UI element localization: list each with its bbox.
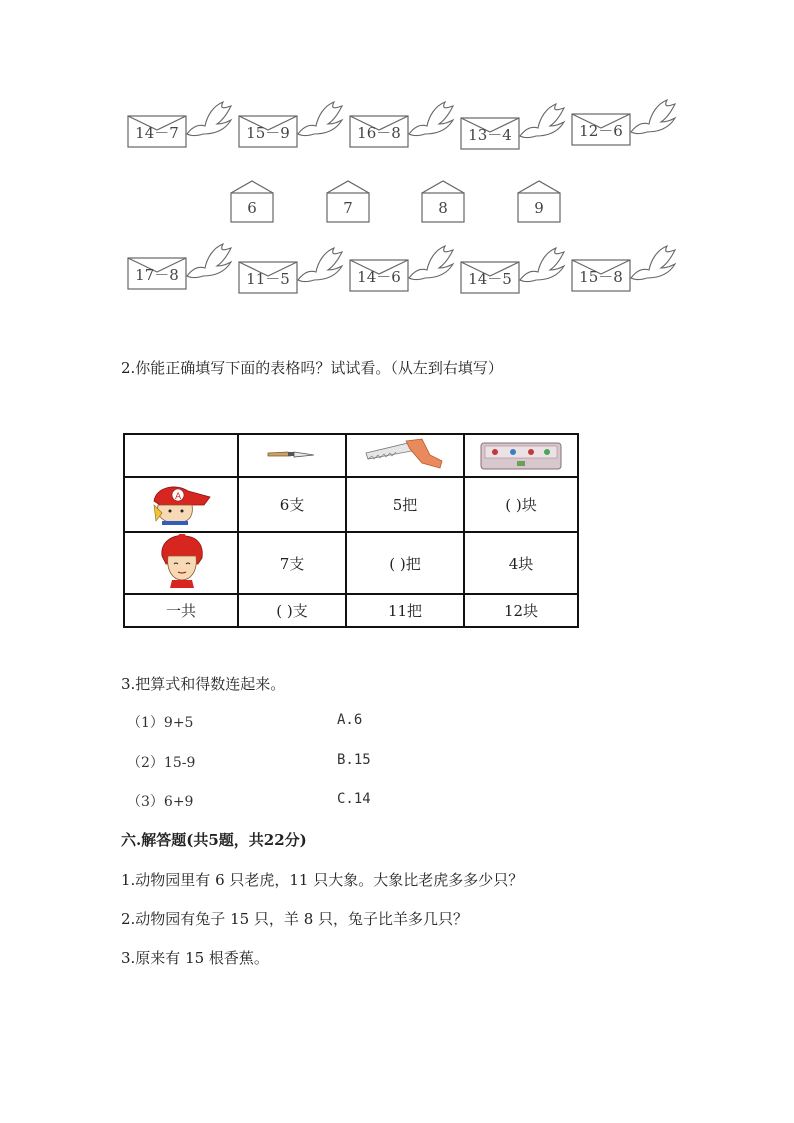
table-cell — [238, 477, 346, 532]
question-2-text: 2.你能正确填写下面的表格吗？试试看。（从左到右填写） — [121, 359, 503, 377]
table-cell-blank[interactable] — [464, 477, 578, 532]
envelope-expression: 15－9 — [246, 124, 290, 142]
table-cell — [464, 532, 578, 594]
problem-2: 2.动物园有兔子 15 只，羊 8 只，兔子比羊多几只？ — [121, 910, 469, 928]
matching-left-item[interactable]: （1）9+5 — [127, 715, 194, 731]
house-number: 9 — [534, 199, 544, 217]
problem-3: 3.原来有 15 根香蕉。 — [121, 949, 269, 967]
envelope-expression: 17－8 — [135, 266, 179, 284]
saw-icon — [364, 437, 446, 471]
table-row-avatar-cell — [124, 532, 238, 594]
matching-right-item[interactable]: A.6 — [337, 712, 363, 728]
envelope-expression: 14－5 — [468, 270, 512, 288]
table-cell — [346, 477, 464, 532]
envelope-card — [238, 246, 344, 294]
table-header-cell — [346, 434, 464, 477]
envelope-expression: 12－6 — [579, 122, 623, 140]
problem-1: 1.动物园里有 6 只老虎，11 只大象。大象比老虎多多少只？ — [121, 871, 524, 889]
envelope-card — [349, 244, 455, 292]
table-header-row — [124, 434, 578, 477]
table-header-cell — [238, 434, 346, 477]
table-row-boy — [124, 477, 578, 532]
envelope-card — [238, 100, 344, 148]
table-cell-text: 7支 — [279, 554, 305, 573]
table-cell-text: 11把 — [387, 602, 423, 620]
house-card — [421, 180, 465, 224]
boy-avatar-icon — [148, 481, 214, 525]
envelope-expression: 14－7 — [135, 124, 179, 142]
envelope-expression: 15－8 — [579, 268, 623, 286]
table-cell — [124, 594, 238, 627]
house-card — [230, 180, 274, 224]
table-cell-text: 5把 — [392, 496, 418, 514]
envelope-card — [460, 246, 566, 294]
table-header-cell — [464, 434, 578, 477]
house-number: 8 — [438, 199, 448, 217]
matching-right-item[interactable]: B.15 — [337, 752, 371, 768]
table-cell-text: 一共 — [165, 602, 196, 620]
envelope-expression: 16－8 — [357, 124, 401, 142]
table-row-total — [124, 594, 578, 627]
brush-icon — [266, 443, 318, 465]
table-cell — [238, 532, 346, 594]
question-3-text: 3.把算式和得数连起来。 — [121, 675, 286, 693]
matching-right-item[interactable]: C.14 — [337, 791, 371, 807]
house-card — [326, 180, 370, 224]
girl-avatar-icon — [156, 534, 206, 588]
table-corner-cell — [124, 434, 238, 477]
envelope-expression: 14－6 — [357, 268, 401, 286]
table-cell-text: 12块 — [503, 602, 539, 620]
envelope-expression: 13－4 — [468, 126, 512, 144]
table-cell-text: ( )支 — [276, 602, 308, 620]
svg-text:A: A — [175, 491, 182, 502]
house-number: 7 — [343, 199, 353, 217]
envelope-card — [571, 244, 677, 292]
matching-left-item[interactable]: （2）15-9 — [127, 755, 196, 771]
section-6-heading: 六.解答题(共5题，共22分) — [121, 831, 307, 849]
envelope-card — [460, 102, 566, 150]
house-card — [517, 180, 561, 224]
pencil-box-icon — [479, 437, 563, 471]
table-row-girl — [124, 532, 578, 594]
table-cell — [346, 594, 464, 627]
counting-table — [123, 433, 579, 628]
table-row-avatar-cell — [124, 477, 238, 532]
table-cell — [464, 594, 578, 627]
envelope-card — [127, 100, 233, 148]
envelope-card — [127, 242, 233, 290]
table-cell-text: 6支 — [279, 496, 305, 514]
matching-left-item[interactable]: （3）6+9 — [127, 794, 194, 810]
table-cell-blank[interactable] — [238, 594, 346, 627]
table-cell-blank[interactable] — [346, 532, 464, 594]
envelope-card — [349, 100, 455, 148]
envelope-expression: 11－5 — [246, 270, 290, 288]
table-cell-text: ( )块 — [505, 496, 537, 514]
house-number: 6 — [247, 199, 257, 217]
table-cell-text: ( )把 — [389, 554, 421, 573]
table-cell-text: 4块 — [508, 554, 534, 573]
envelope-card — [571, 98, 677, 146]
